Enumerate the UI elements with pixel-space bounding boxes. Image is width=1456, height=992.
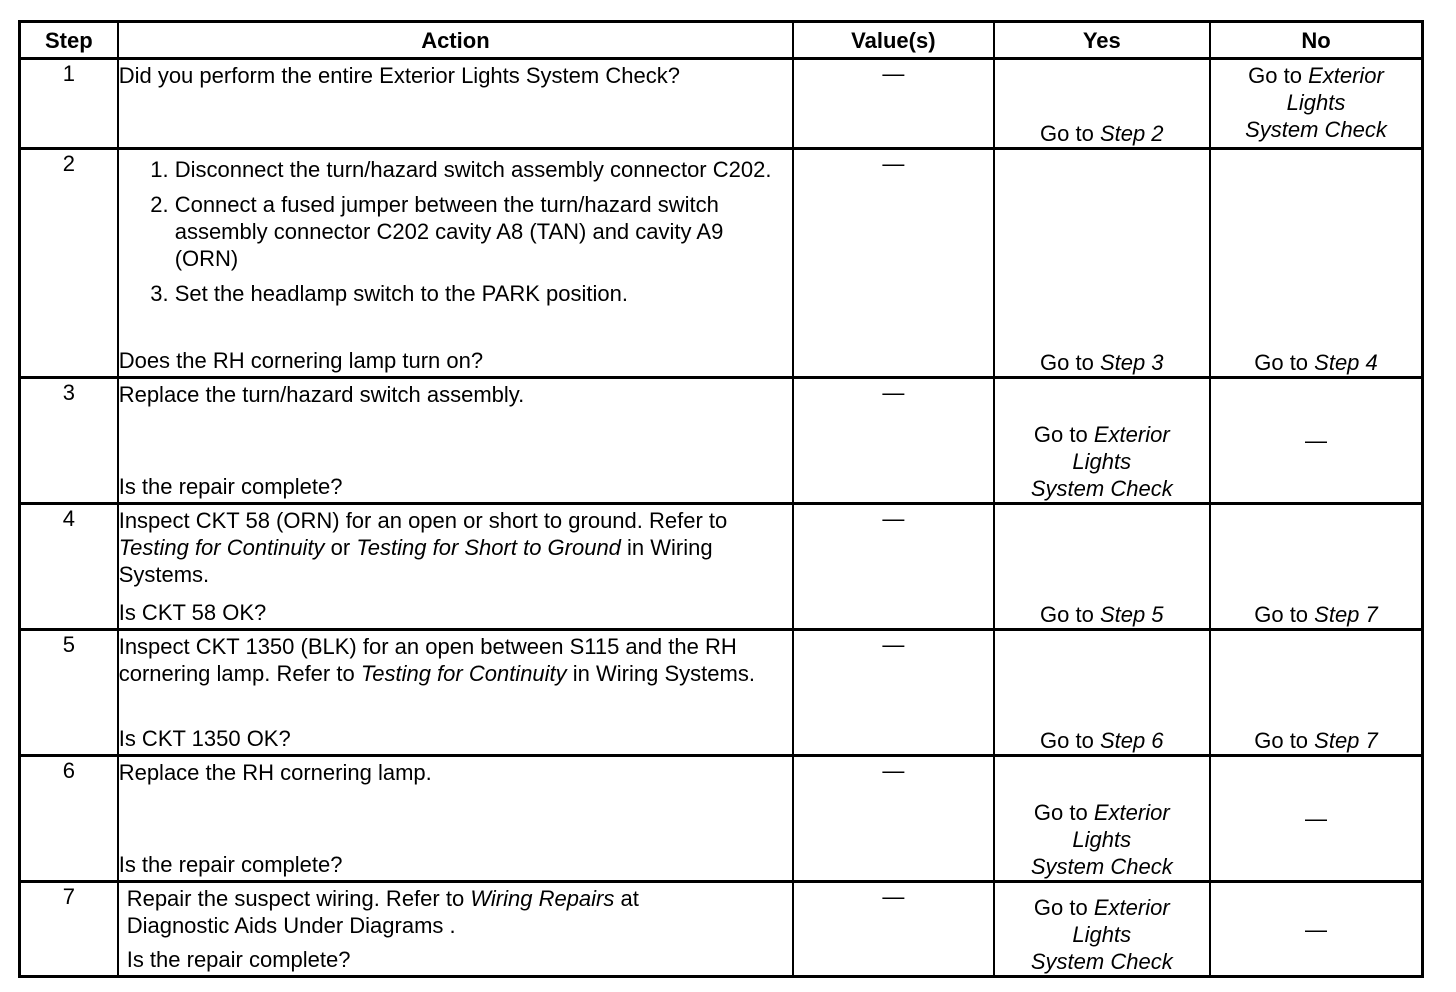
yes-link-line3[interactable]: System Check	[1030, 476, 1173, 501]
no-link[interactable]: Step 7	[1314, 602, 1378, 627]
no-cell: —	[1210, 378, 1422, 504]
value-cell: —	[793, 59, 993, 149]
substep-list	[119, 156, 792, 307]
step-number: 1	[20, 59, 118, 149]
yes-prefix: Go to	[1040, 350, 1100, 375]
action-cell	[118, 378, 793, 504]
no-cell	[1210, 630, 1422, 756]
testing-continuity-link[interactable]: Testing for Continuity	[360, 661, 567, 686]
action-text: Did you perform the entire Exterior Lights System Check?	[118, 63, 680, 88]
yes-link[interactable]: Step 3	[1099, 350, 1164, 375]
step-number: 6	[20, 756, 118, 882]
table-row	[20, 630, 1423, 756]
table-header-row	[20, 22, 1423, 59]
no-cell	[1210, 59, 1422, 149]
action-question: Does the RH cornering lamp turn on?	[118, 348, 484, 373]
table-row	[20, 378, 1423, 504]
yes-prefix: Go to	[1040, 121, 1100, 146]
yes-cell	[994, 882, 1210, 977]
no-cell	[1210, 149, 1422, 378]
action-cell	[118, 149, 793, 378]
header-values: Value(s)	[793, 22, 993, 59]
action-text-part: Diagnostic Aids Under Diagrams .	[126, 913, 456, 938]
yes-prefix: Go to	[1033, 422, 1094, 447]
yes-link-line1[interactable]: Exterior	[1093, 800, 1170, 825]
yes-cell	[994, 59, 1210, 149]
no-prefix: Go to	[1254, 728, 1315, 753]
table-row	[20, 149, 1423, 378]
wiring-repairs-link[interactable]: Wiring Repairs	[470, 886, 615, 911]
yes-link[interactable]: Step 5	[1099, 602, 1164, 627]
header-no: No	[1210, 22, 1422, 59]
header-yes: Yes	[994, 22, 1210, 59]
action-question: Is CKT 58 OK?	[118, 600, 267, 625]
step-number: 7	[20, 882, 118, 977]
testing-short-ground-link[interactable]: Testing for Short to Ground	[356, 535, 621, 560]
yes-link-line2[interactable]: Lights	[1072, 922, 1132, 947]
yes-link-line3[interactable]: System Check	[1030, 949, 1173, 974]
action-text	[127, 883, 792, 939]
diagnostic-table	[18, 20, 1424, 978]
action-cell	[118, 630, 793, 756]
no-prefix: Go to	[1248, 63, 1309, 88]
yes-link-line1[interactable]: Exterior	[1093, 422, 1170, 447]
yes-prefix: Go to	[1033, 895, 1094, 920]
action-cell	[118, 59, 793, 149]
value-cell: —	[793, 630, 993, 756]
table-row	[20, 59, 1423, 149]
table-row	[20, 504, 1423, 630]
yes-prefix: Go to	[1040, 602, 1100, 627]
action-text-part: in Wiring Systems.	[566, 661, 755, 686]
action-text-part: or	[324, 535, 357, 560]
yes-cell	[994, 149, 1210, 378]
action-text	[119, 505, 792, 588]
step-number: 5	[20, 630, 118, 756]
header-action: Action	[118, 22, 793, 59]
action-question: Is CKT 1350 OK?	[118, 726, 291, 751]
yes-prefix: Go to	[1033, 800, 1094, 825]
yes-cell	[994, 630, 1210, 756]
action-question: Is the repair complete?	[126, 947, 351, 972]
yes-cell	[994, 378, 1210, 504]
step-number: 2	[20, 149, 118, 378]
step-number: 4	[20, 504, 118, 630]
header-step: Step	[20, 22, 118, 59]
substep-item: 2. Connect a fused jumper between the turn/hazard switch assembly connector C202 cavity A8 (TAN) and cavity A9 (ORN)	[175, 191, 792, 272]
table-row	[20, 882, 1423, 977]
value-cell: —	[793, 882, 993, 977]
table-row	[20, 756, 1423, 882]
action-text-part: Inspect CKT 1350 (BLK) for an open between S115 and the RH cornering lamp. Refer to	[118, 634, 737, 686]
yes-prefix: Go to	[1040, 728, 1100, 753]
yes-link-line2[interactable]: Lights	[1072, 449, 1132, 474]
substep-item: 3. Set the headlamp switch to the PARK position.	[175, 280, 792, 307]
action-question: Is the repair complete?	[118, 474, 343, 499]
action-cell	[118, 504, 793, 630]
action-question: Is the repair complete?	[118, 852, 343, 877]
no-link-line1[interactable]: Exterior	[1308, 63, 1384, 88]
step-number: 3	[20, 378, 118, 504]
no-cell: —	[1210, 882, 1422, 977]
no-cell: —	[1210, 756, 1422, 882]
value-cell: —	[793, 149, 993, 378]
action-cell	[118, 756, 793, 882]
substep-item: 1. Disconnect the turn/hazard switch assembly connector C202.	[175, 156, 792, 183]
no-cell	[1210, 504, 1422, 630]
yes-cell	[994, 504, 1210, 630]
yes-link[interactable]: Step 6	[1099, 728, 1164, 753]
action-cell	[118, 882, 793, 977]
action-text-part: in Wiring Systems.	[118, 535, 713, 587]
no-prefix: Go to	[1254, 350, 1315, 375]
testing-continuity-link[interactable]: Testing for Continuity	[118, 535, 325, 560]
no-prefix: Go to	[1254, 602, 1315, 627]
action-text: Replace the turn/hazard switch assembly.	[118, 382, 525, 407]
action-text	[119, 631, 792, 687]
yes-link-line1[interactable]: Exterior	[1093, 895, 1170, 920]
yes-link-line3[interactable]: System Check	[1030, 854, 1173, 879]
action-text: Replace the RH cornering lamp.	[118, 760, 432, 785]
yes-link-line2[interactable]: Lights	[1072, 827, 1132, 852]
no-link[interactable]: Step 4	[1314, 350, 1378, 375]
action-text-part: Inspect CKT 58 (ORN) for an open or short to ground. Refer to	[118, 508, 728, 533]
yes-cell	[994, 756, 1210, 882]
action-text-part: Repair the suspect wiring. Refer to	[126, 886, 471, 911]
value-cell: —	[793, 378, 993, 504]
yes-link[interactable]: Step 2	[1099, 121, 1164, 146]
value-cell: —	[793, 504, 993, 630]
no-link-line2[interactable]: Lights	[1286, 90, 1346, 115]
no-link-line3[interactable]: System Check	[1245, 117, 1387, 142]
value-cell: —	[793, 756, 993, 882]
action-text-part: at	[614, 886, 639, 911]
no-link[interactable]: Step 7	[1314, 728, 1378, 753]
